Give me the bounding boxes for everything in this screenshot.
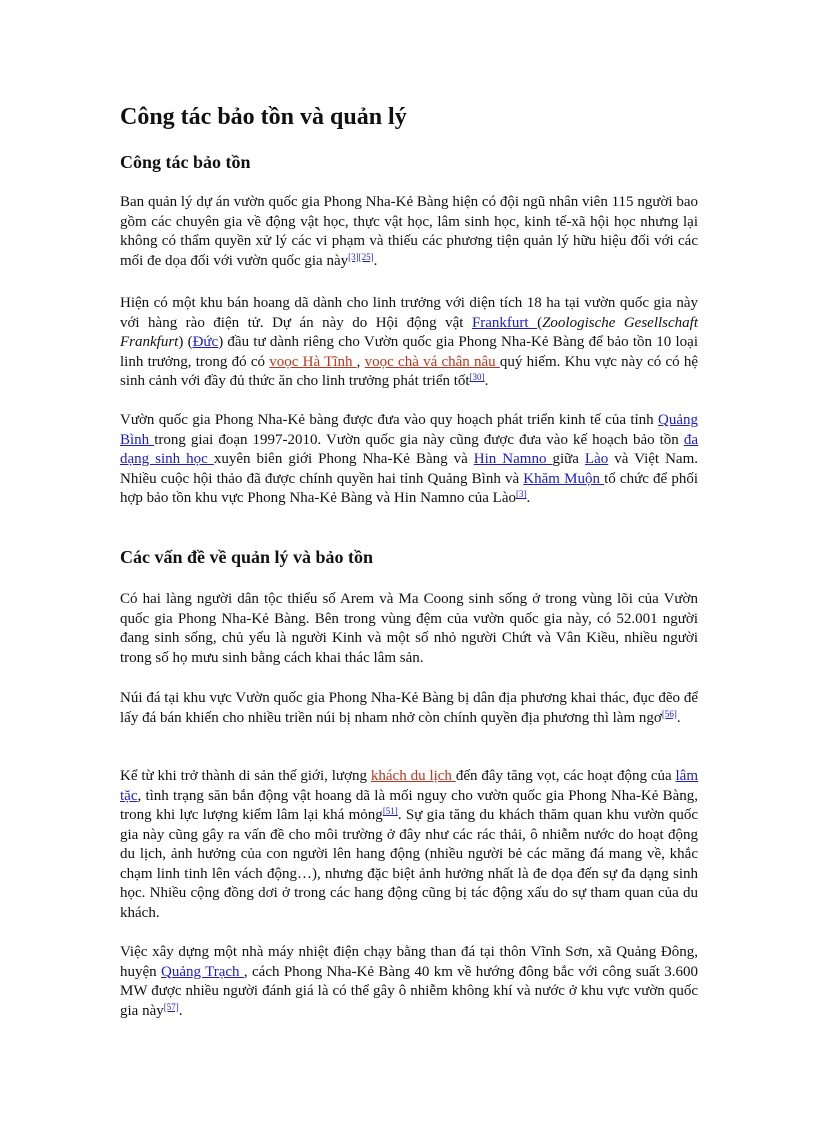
paragraph-quarrying: Núi đá tại khu vực Vườn quốc gia Phong Nha-Kẻ Bàng bị dân địa phương khai thác, đục đẽo để lấy đá bán khiến cho nhiều triền núi bị nham nhở còn chính quyền địa phương thì làm ngơ[56].	[120, 690, 698, 726]
citation-link[interactable]: [51]	[382, 806, 398, 816]
italic-org-name: Zoologische Gesellschaft Frankfurt	[120, 314, 699, 350]
citation-link[interactable]: [30]	[469, 372, 485, 382]
paragraph-power-plant: Việc xây dựng một nhà máy nhiệt điện chạy bằng than đá tại thôn Vĩnh Sơn, xã Quảng Đông, huyện Quảng Trạch , cách Phong Nha-Kẻ Bàng 40 km về hướng đông bắc với công suất 3.600 MW được nhiều người đánh giá là có thể gây ô nhiễm không khí và nước ở khu vực vườn quốc gia này[57].	[120, 944, 698, 1019]
link-lao[interactable]: Lào	[584, 451, 609, 467]
paragraph-planning: Vườn quốc gia Phong Nha-Kẻ bàng được đưa vào quy hoạch phát triển kinh tế của tỉnh Quảng Bình trong giai đoạn 1997-2010. Vườn quốc gia này cũng được đưa vào kế hoạch bảo tồn đa dạng sinh học xuyên biên giới Phong Nha-Kẻ Bàng và Hin Namno giữa Lào và Việt Nam. Nhiều cuộc hội thảo đã được chính quyền hai tỉnh Quảng Bình và Khăm Muộn tổ chức để phối hợp bảo tồn khu vực Phong Nha-Kẻ Bàng và Hin Namno của Lào[3].	[120, 412, 699, 506]
paragraph-staff: Ban quản lý dự án vườn quốc gia Phong Nha-Kẻ Bàng hiện có đội ngũ nhân viên 115 người bao gồm các chuyên gia về động vật học, thực vật học, lâm sinh học, kinh tế-xã hội học nhưng lại không có thẩm quyền xử lý các vi phạm và thiếu các phương tiện quản lý hữu hiệu đối với các mối đe dọa đối với vườn quốc gia này[3][25].	[120, 194, 698, 269]
citation-57	[164, 1002, 179, 1012]
citation-25	[359, 252, 374, 262]
citation-link[interactable]: [57]	[163, 1001, 179, 1012]
citation-3	[516, 489, 527, 499]
citation-link[interactable]: [56]	[661, 708, 677, 719]
link-vooc-cha-va[interactable]: voọc chà vá chân nâu	[364, 353, 500, 370]
link-khach-du-lich[interactable]: khách du lịch	[370, 768, 456, 784]
page-title: Công tác bảo tồn và quản lý	[120, 104, 407, 130]
link-kham-muon[interactable]: Khăm Muộn	[523, 470, 605, 487]
section-heading-issues: Các vấn đề về quản lý và bảo tồn	[120, 547, 374, 567]
citation-link[interactable]: [3]	[515, 489, 527, 499]
paragraph-tourism: Kể từ khi trở thành di sản thế giới, lượng khách du lịch đến đây tăng vọt, các hoạt động của lâm tặc, tình trạng săn bắn động vật hoang dã là mối nguy cho vườn quốc gia Phong Nha-Kẻ Bàng, trong khi lực lượng kiểm lâm lại khá mỏng[51]. Sự gia tăng du khách thăm quan khu vườn quốc gia này cũng gây ra vấn đề cho môi trường ở đây như các rác thải, ô nhiễm nước do hoạt động du lịch, ảnh hưởng của con người lên hang động (nhiều người bẻ các măng đá mang về, khắc chạm linh tinh lên vách động…), nhưng đặc biệt ảnh hưởng nhất là đe dọa đến sự đa dạng sinh học. Nhiều cộng đồng dơi ở trong các hang động cũng bị tác động xấu do sự tham quan của du khách.	[120, 768, 699, 921]
link-da-dang-sinh-hoc[interactable]: đa dạng sinh học	[120, 431, 698, 467]
citation-30	[470, 372, 485, 382]
paragraph-villages: Có hai làng người dân tộc thiểu số Arem và Ma Coong sinh sống ở trong vùng lõi của Vườn quốc gia Phong Nha-Kẻ Bàng. Bên trong vùng đệm của vườn quốc gia này, có 52.001 người đang sinh sống, chủ yếu là người Kinh và một số nhỏ người Chứt và Vân Kiều, nhiều người trong số họ mưu sinh bằng cách khai thác lâm sản.	[120, 591, 698, 666]
link-duc[interactable]: Đức	[192, 334, 219, 350]
link-hin-namno[interactable]: Hin Namno	[473, 451, 553, 467]
link-quang-trach[interactable]: Quảng Trạch	[161, 963, 244, 980]
paragraph-text: Ban quản lý dự án vườn quốc gia Phong Nha-Kẻ Bàng hiện có đội ngũ nhân viên 115 người bao gồm các chuyên gia về động vật học, thực vật học, lâm sinh học, kinh tế-xã hội học nhưng lại không có thẩm quyền xử lý các vi phạm và thiếu các phương tiện quản lý hữu hiệu đối với các mối đe dọa đối với vườn quốc gia này	[120, 194, 698, 269]
link-quang-binh[interactable]: Quảng Bình	[120, 412, 698, 448]
link-lam-tac[interactable]: lâm tặc	[120, 768, 699, 804]
link-frankfurt[interactable]: Frankfurt	[471, 314, 538, 331]
citation-51	[383, 806, 398, 816]
section-heading-conservation: Công tác bảo tồn	[120, 152, 251, 172]
citation-link[interactable]: [25]	[358, 251, 374, 262]
citation-link[interactable]: [3]	[348, 251, 359, 262]
citation-3	[348, 252, 359, 262]
citation-56	[662, 709, 677, 719]
paragraph-primate-area: Hiện có một khu bán hoang dã dành cho linh trưởng với diện tích 18 ha tại vườn quốc gia này với hàng rào điện tử. Dự án này do Hội động vật Frankfurt (Zoologische Gesellschaft Frankfurt) (Đức) đầu tư dành riêng cho Vườn quốc gia Phong Nha-Kẻ Bàng để bảo tồn 10 loại linh trưởng, trong đó có voọc Hà Tĩnh , voọc chà vá chân nâu quý hiếm. Khu vực này có có hệ sinh cảnh với đầy đủ thức ăn cho linh trưởng phát triển tốt[30].	[120, 295, 699, 389]
link-vooc-ha-tinh[interactable]: voọc Hà Tĩnh	[269, 353, 357, 370]
